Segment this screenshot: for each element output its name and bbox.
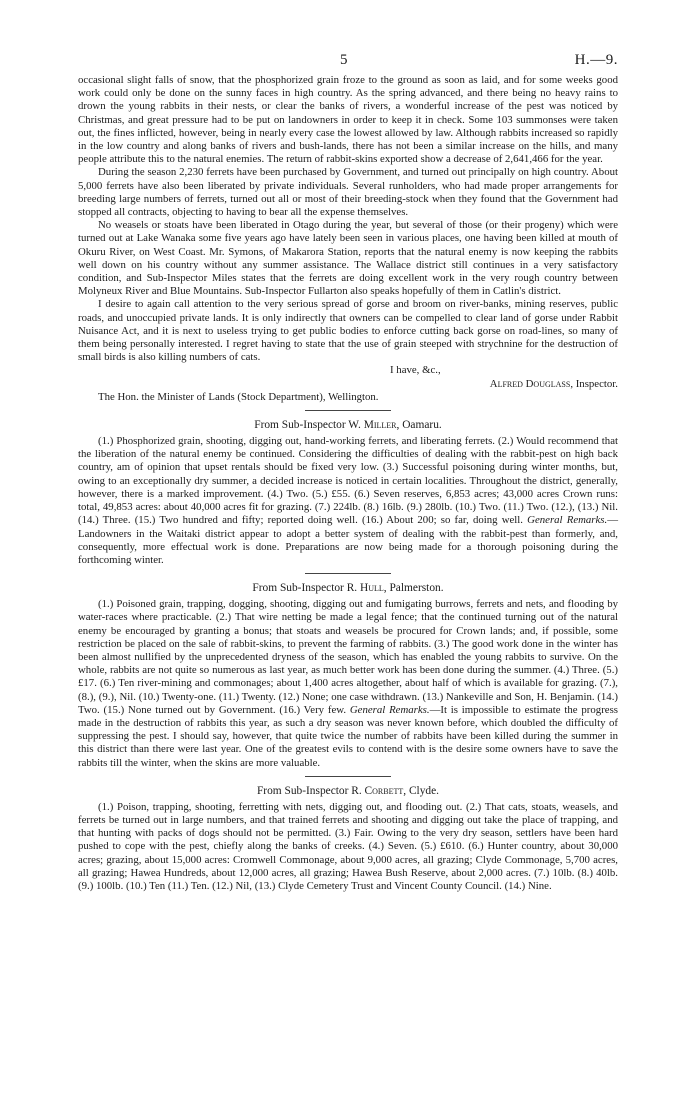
signature-title: , Inspector. (570, 377, 618, 390)
remarks-label: General Remarks. (527, 514, 608, 527)
page-header (78, 52, 618, 74)
section-divider (305, 776, 391, 777)
heading-prefix: From Sub-Inspector R. (252, 582, 360, 595)
heading-surname: Hull (360, 582, 384, 595)
remarks-label: General Remarks. (349, 703, 430, 716)
signature-addressee: The Hon. the Minister of Lands (Stock Department), Wellington. (98, 390, 379, 403)
report-answers: (1.) Poisoned grain, trapping, dogging, shooting, digging out and fumigating burrows, ferrets and nets, and flooding by water-races where practicable. (2.) That wire netting be made a legal fence; that the continued turning out of the natural enemy be encouraged by granting a bonus; that stoats and weasels be procured for Crown lands; and, if possible, some restriction be placed on the sale of rabbit-skins, to prevent the farming of rabbits. (3.) The good work done in the winter has been almost nullified by the unprecedented dryness of the season, which has enabled the young rabbits to survive. On the whole, rabbits are not quite so numerous as last year, as much better work has been done during the summer. (4.) Three. (5.) £17. (6.) Ten river-mining and commonages; about 1,400 acres altogether, about half of which is available for grazing. (7.), (8.), (9.), Nil. (10.) Twenty-one. (11.) Twenty. (12.) None; one case withdrawn. (13.) Nankeville and Son, H. Benjamin. (14.) Two. (15.) None turned out by Government. (16.) Very few. (78, 598, 618, 716)
heading-surname: Corbett (364, 784, 404, 797)
heading-prefix: From Sub-Inspector W. (254, 419, 364, 432)
section-divider (305, 573, 391, 574)
heading-surname: Miller (363, 419, 397, 432)
section-heading-miller (78, 418, 618, 432)
document-reference: H.—9. (574, 52, 618, 68)
signature-name: Alfred Douglass (489, 377, 571, 390)
report-answers: (1.) Phosphorized grain, shooting, digging out, hand-working ferrets, and liberating ferrets. (2.) Would recommend that the liberation of the natural enemy be continued. Considering the difficulties of dealing with the rabbit-pest on high back country, am of opinion that upset rentals should be fixed very low. (3.) Successful poisoning during winter months, but, owing to an exceptionally dry summer, a decided increase is noticed in certain localities. Throughout the district, generally, however, there is a marked improvement. (4.) Two. (5.) £55. (6.) Seven reserves, 6,853 acres; 43,000 acres Crown runs: total, 49,853 acres: about 40,000 acres fit for grazing. (7.) 224lb. (8.) 16lb. (9.) 280lb. (10.) Two. (11.) Two. (12.), (13.) Nil. (14.) Three. (15.) Two hundred and fifty; reported doing well. (16.) About 200; so far, doing well. (78, 435, 618, 527)
section-divider (305, 410, 391, 411)
section-heading-hull (78, 581, 618, 595)
document-page (78, 52, 618, 893)
paragraph-gorse: I desire to again call attention to the very serious spread of gorse and broom on river-banks, mining reserves, public roads, and unoccupied private lands. It is only indirectly that owners can be compelled to clear land of gorse under Rabbit Nuisance Act, and it is next to useless trying to get public bodies to enforce cutting back gorse on road-lines, so many of them being personally interested. I regret having to state that the use of grain steeped with strychnine for the destruction of small birds is also killing numbers of cats. (78, 298, 618, 364)
heading-prefix: From Sub-Inspector R. (256, 784, 365, 797)
section-body-corbett: (1.) Poison, trapping, shooting, ferretting with nets, digging out, and flooding out. (2.) That cats, stoats, weasels, and ferrets be turned out in large numbers, and that trained ferrets and shooting and digging out take the place of trapping, and that hunting with packs of dogs should not be permitted. (3.) Fair. Owing to the very dry season, settlers have been hard pushed to cope with the pest, chiefly along the banks of creeks. (4.) Seven. (5.) £610. (6.) Hunter country, about 30,000 acres; grazing, about 15,000 acres: Cromwell Commonage, about 9,000 acres, all grazing; Clyde Commonage, 5,700 acres, all grazing; Hawea Hundreds, about 12,000 acres, all grazing; Hawea Bush Reserve, about 2,000 acres. (7.) 10lb. (8.) 40lb. (9.) 100lb. (10.) Ten (11.) Ten. (12.) Nil, (13.) Clyde Cemetery Trust and Vincent County Council. (14.) Nine. (78, 800, 618, 892)
paragraph-snow: occasional slight falls of snow, that the phosphorized grain froze to the ground as soon as laid, and for some weeks good work could only be done on the sunny faces in high country. As the spring advanced, and there being no heavy rains to drown the young rabbits in their nests, or clear the banks of rivers, a wonderful increase of the pest was noticed by Christmas, and great pressure had to be put on landowners in order to keep it in check. Some 103 summonses were taken out, the fines inflicted, however, being in nearly every case the lowest allowed by law. Although rabbits increased so rapidly in the low country and along banks of rivers and bush-lands, there has not been a similar increase on the hills, and many people attribute this to the natural enemies. The return of rabbit-skins exported show a decrease of 2,641,466 for the year. (78, 74, 618, 166)
paragraph-ferrets: During the season 2,230 ferrets have been purchased by Government, and turned out principally on high country. About 5,000 ferrets have also been liberated by private individuals. Several runholders, who had made proper arrangements for breeding large numbers of ferrets, turned out all or most of their breeding-stock when they found that the Government had stopped all contracts, objecting to having to bear all the expense themselves. (78, 166, 618, 219)
heading-place: , Palmerston. (383, 582, 444, 595)
page-number: 5 (340, 52, 348, 68)
remarks-text: —It is impossible to estimate the progress made in the destruction of rabbits this year, as such a dry season was never known before, which doubled the difficulty of suppressing the pest. I should say, however, that quite twice the number of rabbits have been killed during the summer in this district than there were last year. One of the greatest evils to contend with is the desire some owners have to save the rabbits till the winter, when the skins are more valuable. (78, 703, 618, 769)
remarks-text: —Landowners in the Waitaki district appear to adopt a better system of dealing with the rabbit-pest than formerly, and, consequently, more effectual work is done. Preparations are now being made for a thorough poisoning during the forthcoming winter. (78, 514, 618, 566)
section-body-miller (78, 435, 618, 567)
heading-place: , Clyde. (403, 784, 440, 797)
signature-closing: I have, &c., (390, 364, 441, 377)
signature-line (78, 378, 618, 391)
section-body-hull (78, 598, 618, 770)
section-heading-corbett (78, 784, 618, 798)
heading-place: , Oamaru. (396, 419, 442, 432)
paragraph-weasels: No weasels or stoats have been liberated in Otago during the year, but several of those (or their progeny) which were turned out at Lake Wanaka some five years ago have lately been seen in various places, one having been killed at mouth of Okuru River, on West Coast. Mr. Symons, of Makarora Station, reports that the natural enemy is now keeping the rabbits well down on his country without any summer assistance. The Wallace district still continues in a very satisfactory condition, and Sub-Inspector Miles states that the ferrets are doing excellent work in the very rough country between Molyneux River and Blue Mountains. Sub-Inspector Fullarton also speaks hopefully of them in Catlin's district. (78, 219, 618, 298)
